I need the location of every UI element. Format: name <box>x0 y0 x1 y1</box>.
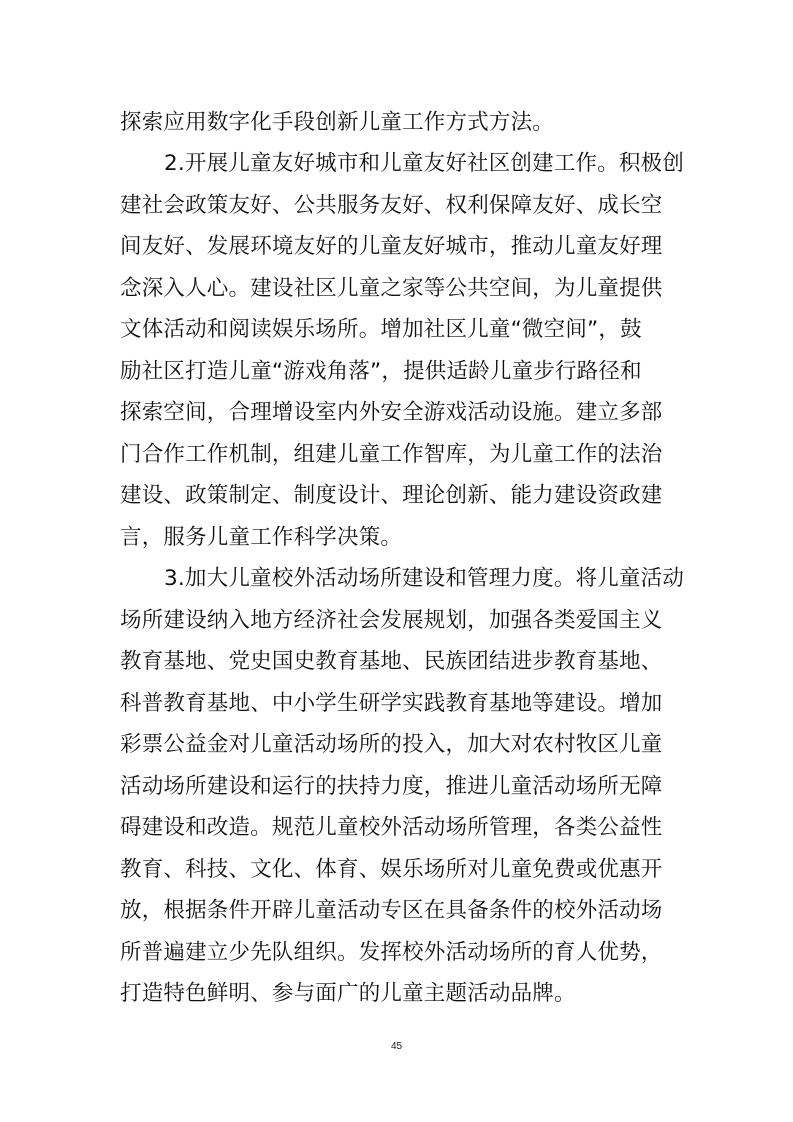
text-line: 探索空间，合理增设室内外安全游戏活动设施。建立多部 <box>120 400 663 425</box>
page-number: 45 <box>390 1041 403 1052</box>
text-line: 建设、政策制定、制度设计、理论创新、能力建设资政建 <box>120 483 663 508</box>
text-line: 活动场所建设和运行的扶持力度，推进儿童活动场所无障 <box>120 774 663 799</box>
text-line: 碍建设和改造。规范儿童校外活动场所管理，各类公益性 <box>120 815 663 840</box>
text-line: 教育、科技、文化、体育、娱乐场所对儿童免费或优惠开 <box>120 857 663 882</box>
text-line: 3.加大儿童校外活动场所建设和管理力度。将儿童活动 <box>164 566 685 591</box>
text-line: 2.开展儿童友好城市和儿童友好社区创建工作。积极创 <box>164 151 685 176</box>
text-line: 建社会政策友好、公共服务友好、权利保障友好、成长空 <box>120 193 663 218</box>
text-line: 言，服务儿童工作科学决策。 <box>120 525 403 550</box>
text-line: 念深入人心。建设社区儿童之家等公共空间，为儿童提供 <box>120 276 663 301</box>
text-line: 励社区打造儿童“游戏角落”，提供适龄儿童步行路径和 <box>120 359 642 384</box>
text-line: 彩票公益金对儿童活动场所的投入，加大对农村牧区儿童 <box>120 732 663 757</box>
text-line: 打造特色鲜明、参与面广的儿童主题活动品牌。 <box>120 981 576 1006</box>
text-line: 科普教育基地、中小学生研学实践教育基地等建设。增加 <box>120 691 663 716</box>
text-line: 场所建设纳入地方经济社会发展规划，加强各类爱国主义 <box>120 608 663 633</box>
text-line: 门合作工作机制，组建儿童工作智库，为儿童工作的法治 <box>120 442 663 467</box>
text-line: 所普遍建立少先队组织。发挥校外活动场所的育人优势， <box>120 940 663 965</box>
text-line: 间友好、发展环境友好的儿童友好城市，推动儿童友好理 <box>120 234 663 259</box>
text-line: 放，根据条件开辟儿童活动专区在具备条件的校外活动场 <box>120 898 663 923</box>
text-line: 文体活动和阅读娱乐场所。增加社区儿童“微空间”，鼓 <box>120 317 642 342</box>
text-line: 教育基地、党史国史教育基地、民族团结进步教育基地、 <box>120 649 663 674</box>
text-line: 探索应用数字化手段创新儿童工作方式方法。 <box>120 110 555 135</box>
